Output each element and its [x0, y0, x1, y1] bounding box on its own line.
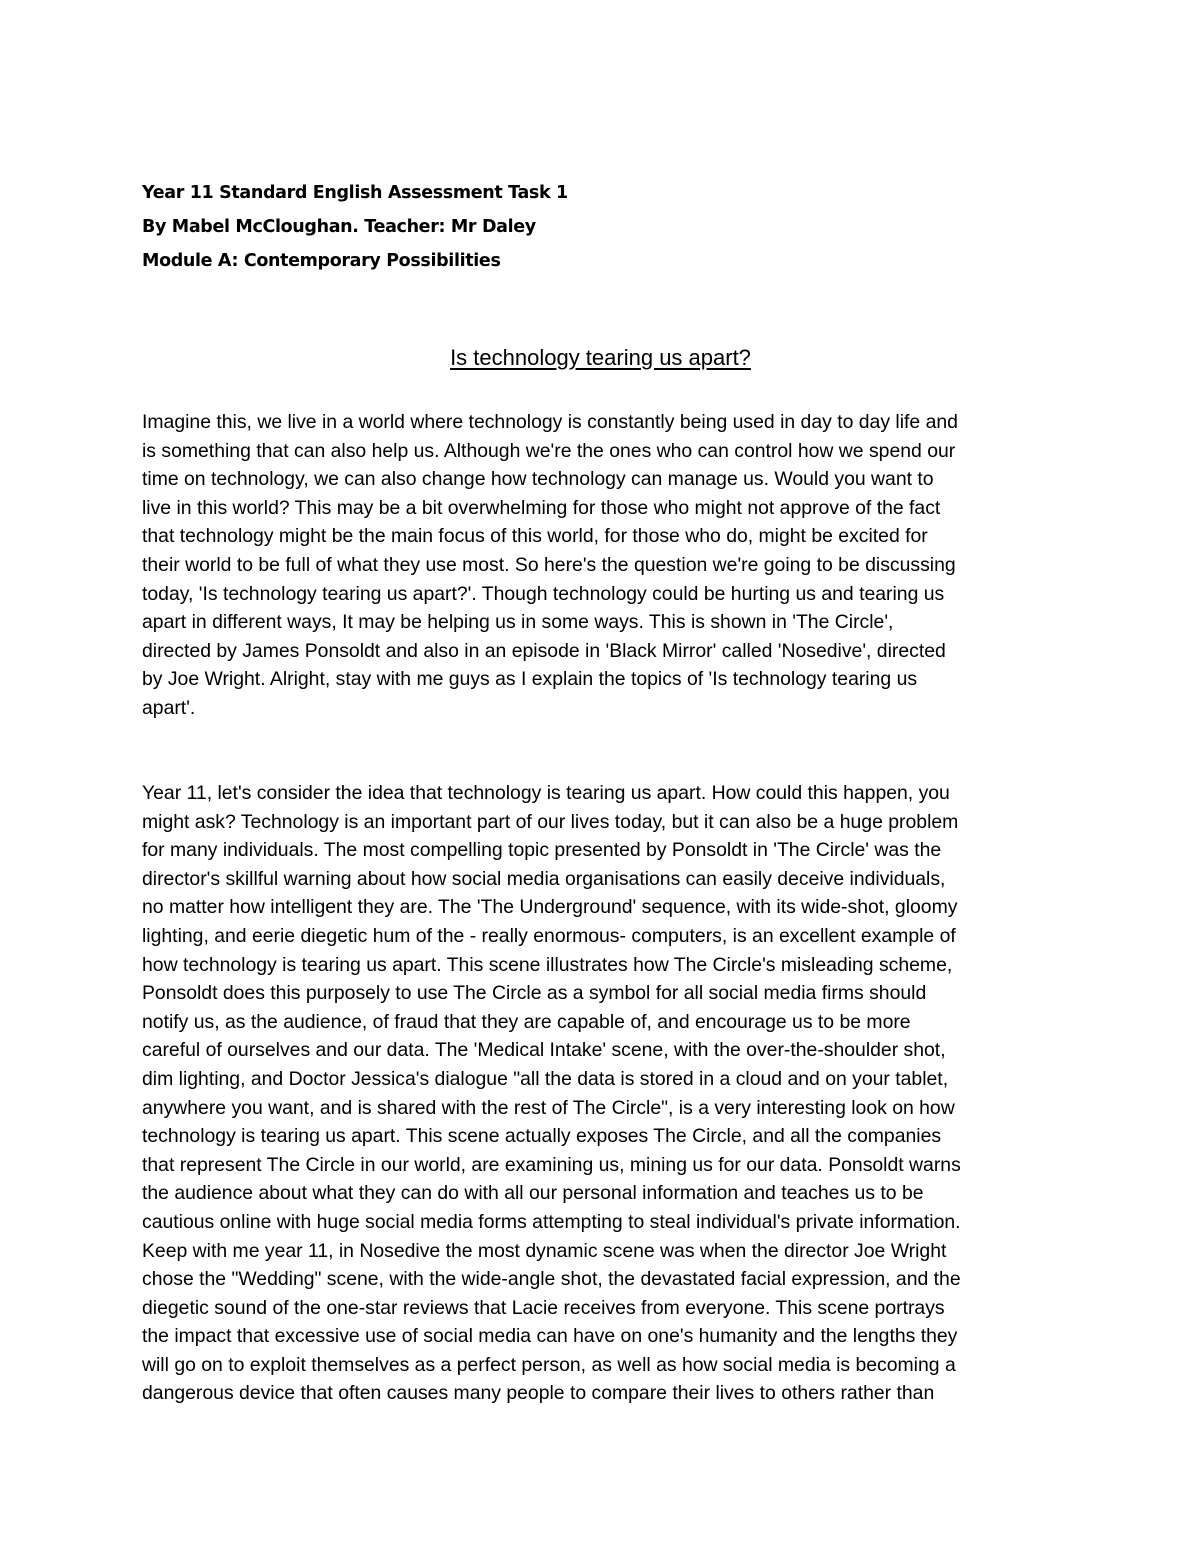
- text-line: Imagine this, we live in a world where technology is constantly being used in day to day life and: [142, 411, 958, 433]
- text-line: might ask? Technology is an important part of our lives today, but it can also be a huge problem: [142, 810, 959, 833]
- text-line: dim lighting, and Doctor Jessica's dialogue "all the data is stored in a cloud and on your tablet,: [142, 1067, 949, 1090]
- text-line: careful of ourselves and our data. The 'Medical Intake' scene, with the over-the-shoulder shot,: [142, 1039, 946, 1062]
- text-line: live in this world? This may be a bit overwhelming for those who might not approve of the fact: [142, 496, 941, 519]
- text-line: cautious online with huge social media forms attempting to steal individual's private information.: [142, 1210, 961, 1233]
- text-line: director's skillful warning about how social media organisations can easily deceive individuals,: [142, 867, 946, 890]
- text-line: for many individuals. The most compelling topic presented by Ponsoldt in 'The Circle' was the: [142, 839, 942, 862]
- document-header: [142, 176, 1042, 278]
- essay-title: Is technology tearing us apart?: [450, 345, 751, 370]
- assessment-title: Year 11 Standard English Assessment Task 1: [142, 183, 568, 203]
- text-line: by Joe Wright. Alright, stay with me guys as I explain the topics of 'Is technology tearing us: [142, 668, 918, 691]
- text-line: Year 11, let's consider the idea that technology is tearing us apart. How could this happen, you: [142, 782, 950, 804]
- text-line: no matter how intelligent they are. The 'The Underground' sequence, with its wide-shot, gloomy: [142, 896, 958, 919]
- text-line: the impact that excessive use of social media can have on one's humanity and the lengths they: [142, 1325, 958, 1348]
- text-line: Keep with me year 11, in Nosedive the most dynamic scene was when the director Joe Wright: [142, 1239, 947, 1262]
- text-line: apart'.: [142, 696, 196, 719]
- text-line: that represent The Circle in our world, are examining us, mining us for our data. Ponsoldt warns: [142, 1153, 961, 1176]
- text-line: today, 'Is technology tearing us apart?'. Though technology could be hurting us and tearing us: [142, 582, 945, 605]
- paragraph-body: [142, 779, 961, 1408]
- text-line: directed by James Ponsoldt and also in an episode in 'Black Mirror' called 'Nosedive', directed: [142, 639, 946, 662]
- text-line: Ponsoldt does this purposely to use The Circle as a symbol for all social media firms should: [142, 982, 927, 1005]
- text-line: lighting, and eerie diegetic hum of the - really enormous- computers, is an excellent example of: [142, 924, 956, 947]
- text-line: anywhere you want, and is shared with the rest of The Circle", is a very interesting look on how: [142, 1096, 955, 1119]
- text-line: diegetic sound of the one-star reviews that Lacie receives from everyone. This scene portrays: [142, 1296, 945, 1319]
- text-line: the audience about what they can do with all our personal information and teaches us to be: [142, 1182, 924, 1205]
- module-line: Module A: Contemporary Possibilities: [142, 251, 501, 271]
- author-teacher-line: By Mabel McCloughan. Teacher: Mr Daley: [142, 217, 536, 237]
- text-line: how technology is tearing us apart. This scene illustrates how The Circle's misleading scheme,: [142, 953, 953, 976]
- text-line: time on technology, we can also change how technology can manage us. Would you want to: [142, 468, 934, 491]
- text-line: notify us, as the audience, of fraud that they are capable of, and encourage us to be more: [142, 1010, 911, 1033]
- text-line: is something that can also help us. Although we're the ones who can control how we spend our: [142, 439, 956, 462]
- text-line: apart in different ways, It may be helping us in some ways. This is shown in 'The Circle',: [142, 611, 894, 634]
- text-line: chose the "Wedding" scene, with the wide-angle shot, the devastated facial expression, and the: [142, 1268, 961, 1291]
- text-line: will go on to exploit themselves as a perfect person, as well as how social media is becoming a: [142, 1353, 956, 1376]
- text-line: that technology might be the main focus of this world, for those who do, might be excited for: [142, 525, 928, 548]
- paragraph-intro: [142, 408, 958, 723]
- text-line: dangerous device that often causes many people to compare their lives to others rather than: [142, 1382, 935, 1405]
- text-line: technology is tearing us apart. This scene actually exposes The Circle, and all the companies: [142, 1125, 942, 1148]
- text-line: their world to be full of what they use most. So here's the question we're going to be discussing: [142, 553, 956, 576]
